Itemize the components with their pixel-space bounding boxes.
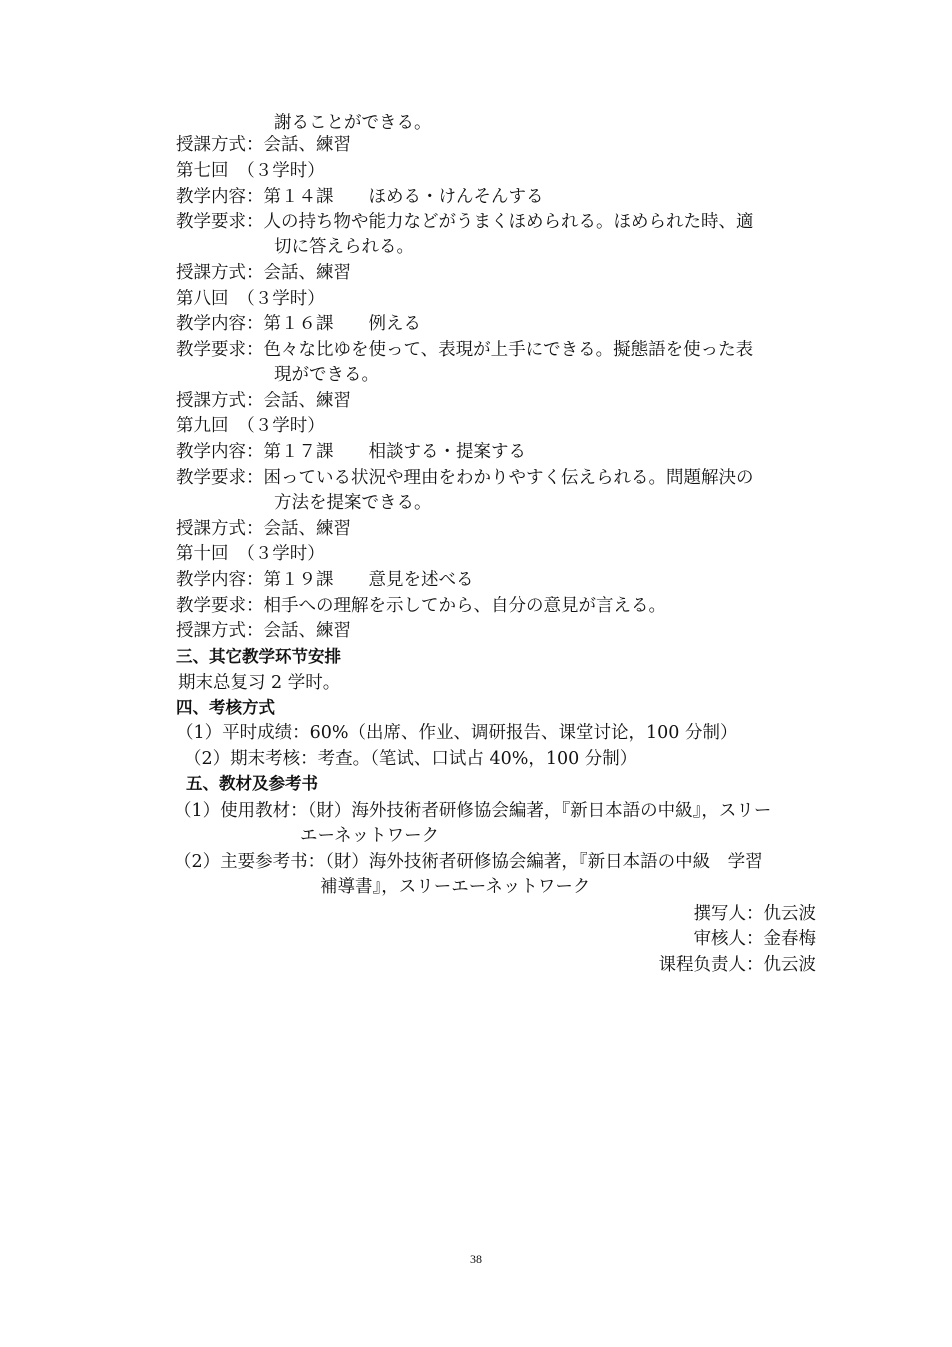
- text-line: 方法を提案できる。: [274, 493, 432, 513]
- reviewer-signature: 审核人：金春梅: [693, 929, 816, 949]
- text-line: 現ができる。: [274, 365, 379, 385]
- text-line: 教学要求：相手への理解を示してから、自分の意見が言える。: [176, 596, 666, 616]
- page-number: 38: [470, 1252, 482, 1266]
- text-line: 教学内容：第１７課 相談する・提案する: [176, 442, 526, 462]
- text-line: 授課方式：会話、練習: [176, 263, 351, 283]
- text-line: 授課方式：会話、練習: [176, 519, 351, 539]
- text-line: 期末总复习 2 学时。: [178, 673, 341, 693]
- author-signature: 撰写人：仇云波: [693, 904, 816, 924]
- text-line: 補導書』，スリーエーネットワーク: [320, 877, 591, 897]
- text-line: 謝ることができる。: [274, 113, 432, 133]
- course-leader-signature: 课程负责人：仇云波: [658, 955, 816, 975]
- text-line: （2）主要参考书：（財）海外技術者研修協会編著，『新日本語の中級 学習: [174, 852, 763, 872]
- section-heading: 三、其它教学环节安排: [176, 647, 341, 666]
- session-heading: 第十回 （３学时）: [176, 544, 325, 564]
- text-line: 切に答えられる。: [274, 237, 414, 257]
- session-heading: 第八回 （３学时）: [176, 289, 325, 309]
- section-heading: 五、教材及参考书: [186, 774, 318, 793]
- text-line: 教学内容：第１４課 ほめる・けんそんする: [176, 187, 544, 207]
- text-line: 教学要求：色々な比ゆを使って、表現が上手にできる。擬態語を使った表: [176, 340, 754, 360]
- text-line: 授課方式：会話、練習: [176, 391, 351, 411]
- text-line: （1）使用教材：（財）海外技術者研修協会編著，『新日本語の中級』，スリー: [174, 801, 772, 821]
- text-line: （2）期末考核：考查。（笔试、口试占 40%，100 分制）: [184, 749, 638, 769]
- section-heading: 四、考核方式: [176, 698, 275, 717]
- session-heading: 第七回 （３学时）: [176, 161, 325, 181]
- text-line: （1）平时成绩：60%（出席、作业、调研报告、课堂讨论，100 分制）: [176, 723, 738, 743]
- text-line: 教学内容：第１９課 意見を述べる: [176, 570, 474, 590]
- text-line: 教学要求：困っている状況や理由をわかりやすく伝えられる。問題解決の: [176, 468, 754, 488]
- text-line: エーネットワーク: [300, 826, 440, 846]
- text-line: 教学内容：第１６課 例える: [176, 314, 421, 334]
- text-line: 授課方式：会話、練習: [176, 621, 351, 641]
- text-line: 教学要求：人の持ち物や能力などがうまくほめられる。ほめられた時、適: [176, 212, 754, 232]
- text-line: 授課方式：会話、練習: [176, 135, 351, 155]
- session-heading: 第九回 （３学时）: [176, 416, 325, 436]
